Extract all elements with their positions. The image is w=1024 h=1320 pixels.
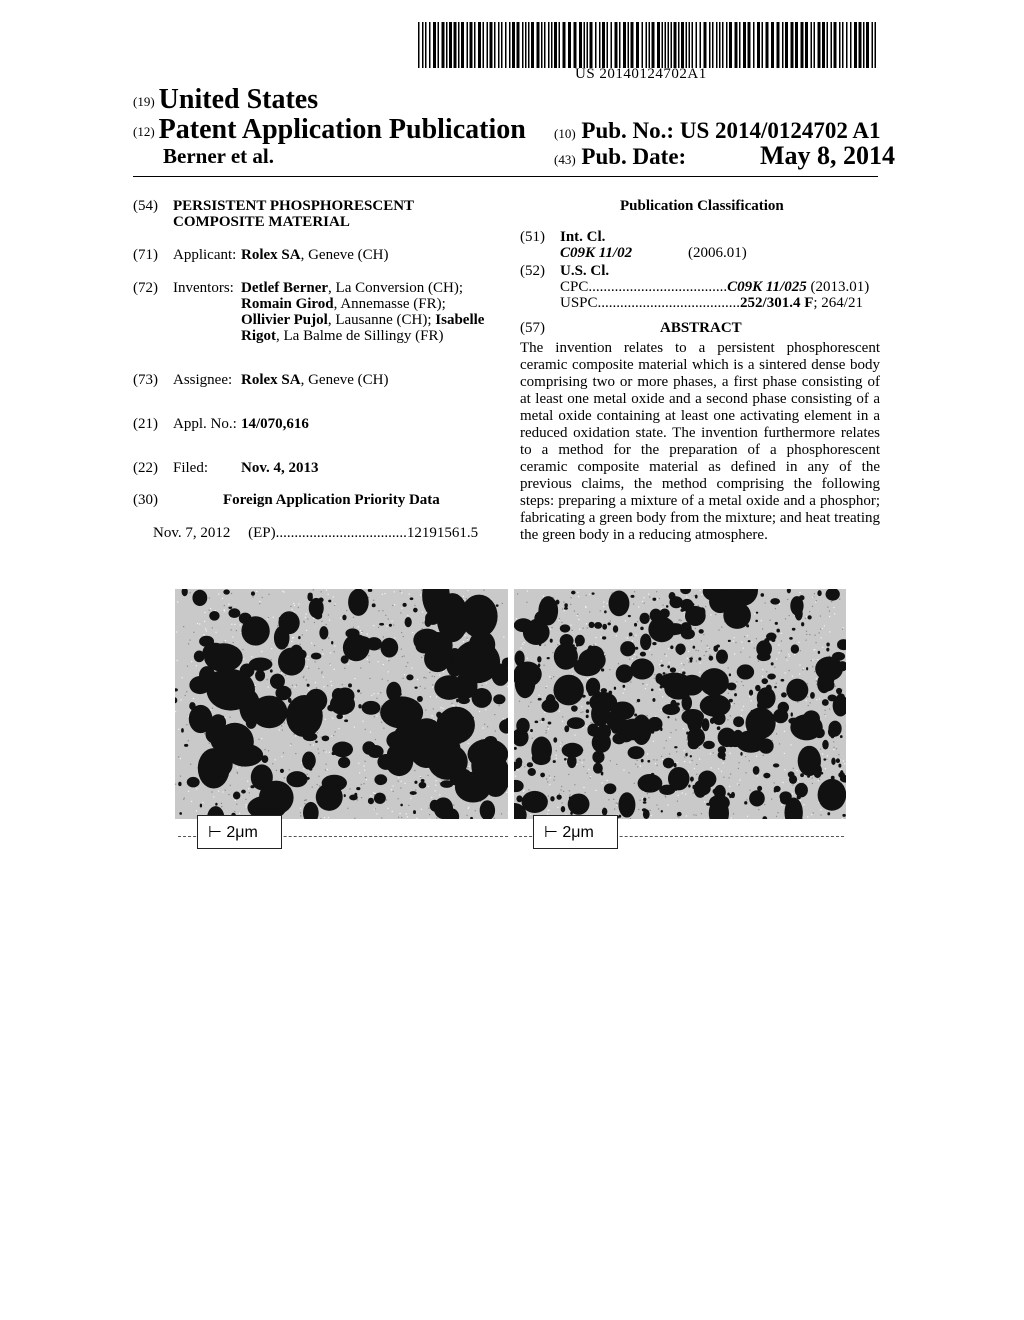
cpc-year: (2013.01)	[806, 279, 870, 295]
filed	[133, 460, 319, 476]
appl-code: (21)	[133, 416, 158, 432]
uspc-label: USPC	[560, 295, 598, 311]
inventor-4-last-name: Rigot	[241, 328, 276, 344]
uspc-entry	[560, 295, 863, 311]
title-code: (54)	[133, 198, 158, 214]
application-number	[133, 416, 309, 432]
country-name: United States	[158, 84, 319, 115]
abstract-code: (57)	[520, 320, 545, 336]
applicant-location: , Geneve (CH)	[300, 247, 389, 263]
inventor-2-name: Romain Girod	[241, 296, 334, 312]
pub-no-label: Pub. No.:	[581, 118, 675, 143]
title-line-2: COMPOSITE MATERIAL	[173, 214, 350, 230]
micrograph-left	[175, 589, 508, 819]
foreign-office: (EP)	[248, 525, 276, 541]
uspc-extra: ; 264/21	[813, 295, 863, 311]
abstract-heading: ABSTRACT	[660, 320, 742, 336]
inventors-code: (72)	[133, 280, 158, 296]
filed-code: (22)	[133, 460, 158, 476]
barcode-number: US 20140124702A1	[575, 66, 707, 82]
assignee-location: , Geneve (CH)	[300, 372, 389, 388]
inventor-3-name: Ollivier Pujol	[241, 312, 328, 328]
cpc-label: CPC	[560, 279, 589, 295]
uspc-value: 252/301.4 F	[740, 295, 814, 311]
inventor-4-location: , La Balme de Sillingy (FR)	[276, 328, 444, 344]
intcl-year: (2006.01)	[688, 245, 747, 261]
classification-heading: Publication Classification	[620, 198, 784, 214]
foreign-code: (30)	[133, 492, 158, 508]
applicant-code: (71)	[133, 247, 158, 263]
scale-bar-left: ⊢ 2μm	[197, 815, 282, 849]
cpc-entry	[560, 279, 869, 295]
pub-no-code: (10)	[554, 126, 576, 141]
country	[133, 84, 318, 116]
title-line-1: PERSISTENT PHOSPHORESCENT	[173, 198, 415, 214]
barcode	[418, 22, 876, 68]
pub-date-label: Pub. Date:	[581, 144, 687, 169]
intcl-code: (51)	[520, 229, 545, 245]
foreign-entry	[153, 525, 478, 541]
inventor-1-location: , La Conversion (CH);	[328, 280, 464, 296]
abstract-header	[520, 320, 742, 336]
filed-label: Filed:	[173, 460, 209, 476]
us-cl	[520, 263, 609, 279]
appl-label: Appl. No.:	[173, 416, 237, 432]
publication-type	[133, 114, 526, 146]
abstract-text: The invention relates to a persistent phosphorescent ceramic composite material which is a sintered dense body comprising two or more phases, a first phase consisting of at least one metal oxide and a second phase consisting of a metal oxide containing at least one activating element in a reduced oxidation state. The invention furthermore relates to a method for the preparation of a phosphorescent ceramic composite material as defined in any of the previous claims, the method comprising the following steps: preparing a mixture of a metal oxide and a phosphor; fabricating a green body from the mixture; and heat treating the green body in a reducing atmosphere.	[520, 340, 880, 543]
foreign-label: Foreign Application Priority Data	[223, 492, 440, 508]
foreign-priority	[133, 492, 440, 508]
applicant-label: Applicant:	[173, 247, 237, 263]
inventor-4	[241, 328, 443, 344]
uscl-label: U.S. Cl.	[560, 263, 610, 279]
pub-date-code: (43)	[554, 152, 576, 167]
assignee-label: Assignee:	[173, 372, 233, 388]
inventors-label: Inventors:	[173, 280, 234, 296]
type-name: Patent Application Publication	[158, 114, 526, 145]
applicant	[133, 247, 388, 263]
author: Berner et al.	[163, 144, 274, 168]
scale-bar-right: ⊢ 2μm	[533, 815, 618, 849]
assignee	[133, 372, 388, 388]
applicant-name: Rolex SA	[241, 247, 301, 263]
pub-date-value: May 8, 2014	[760, 141, 896, 170]
inventors	[133, 280, 463, 296]
country-code: (19)	[133, 93, 155, 109]
filed-value: Nov. 4, 2013	[241, 460, 319, 476]
int-cl	[520, 229, 605, 245]
inventor-3-location: , Lausanne (CH);	[327, 312, 436, 328]
uscl-code: (52)	[520, 263, 545, 279]
assignee-code: (73)	[133, 372, 158, 388]
type-code: (12)	[133, 123, 155, 139]
inventor-4-first-name: Isabelle	[435, 312, 485, 328]
inventor-3	[241, 312, 484, 328]
assignee-name: Rolex SA	[241, 372, 301, 388]
intcl-label: Int. Cl.	[560, 229, 606, 245]
inventor-2-location: , Annemasse (FR);	[333, 296, 446, 312]
cpc-dots: .....................................	[588, 279, 728, 295]
foreign-dots: ...................................	[275, 525, 407, 541]
pub-date	[554, 144, 686, 170]
foreign-number: 12191561.5	[406, 525, 479, 541]
title-block	[133, 198, 415, 230]
uspc-dots: ......................................	[597, 295, 741, 311]
inventor-1-name: Detlef Berner	[241, 280, 329, 296]
foreign-date: Nov. 7, 2012	[153, 525, 231, 541]
micrograph-right	[514, 589, 846, 819]
header-rule	[133, 176, 878, 177]
appl-value: 14/070,616	[241, 416, 309, 432]
pub-no-value: US 2014/0124702 A1	[679, 118, 881, 143]
int-cl-entry	[560, 245, 747, 261]
intcl-class: C09K 11/02	[560, 245, 633, 261]
cpc-value: C09K 11/025	[727, 279, 807, 295]
inventor-2	[241, 296, 446, 312]
